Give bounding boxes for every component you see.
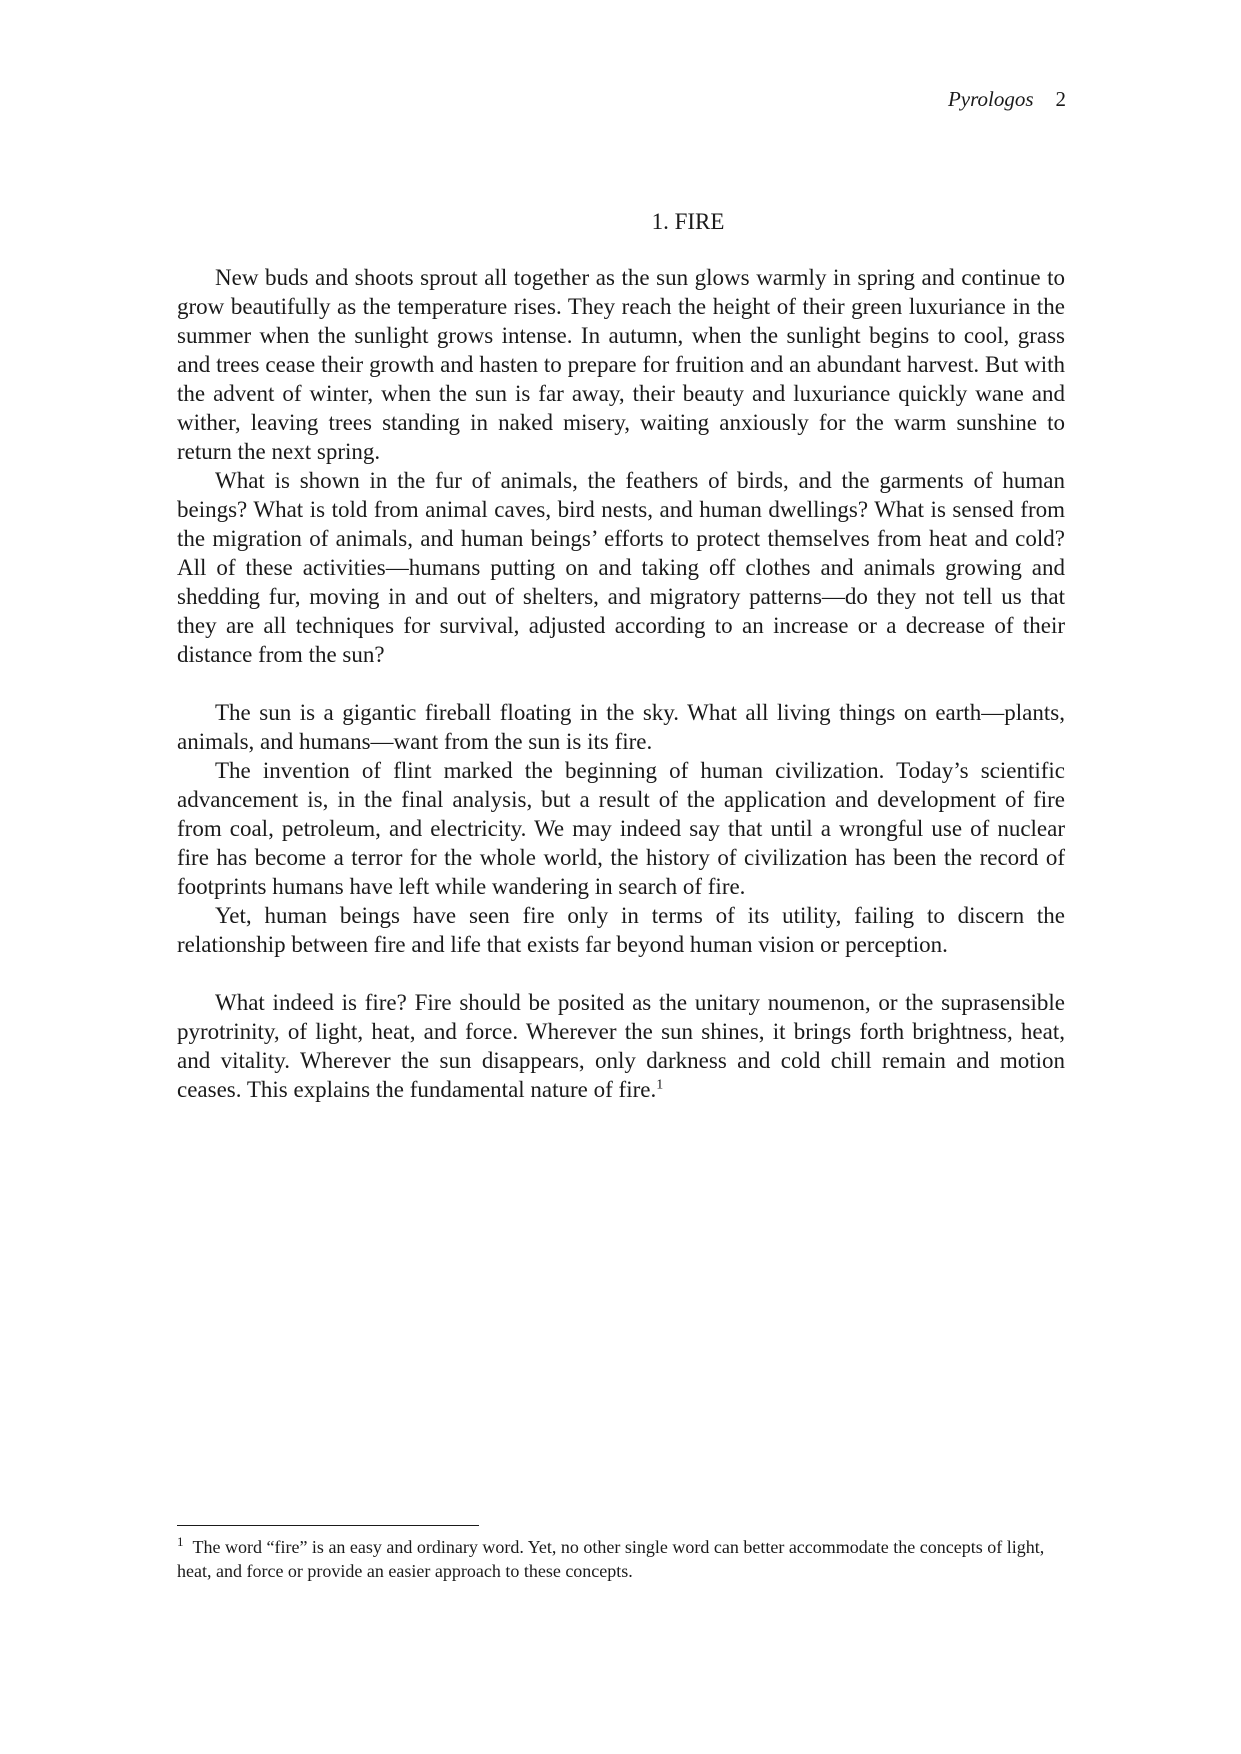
footnote-divider [177, 1525, 479, 1526]
chapter-heading [0, 208, 1241, 236]
paragraph-text: What indeed is fire? Fire should be posited as the unitary noumenon, or the suprasensible pyrotrinity, of light, heat, and force. Wherever the sun shines, it brings forth brightness, heat, and vitality. Wherever the sun disappears, only darkness and cold chill remain and motion ceases. This explains the fundamental nature of fire. [177, 990, 1065, 1102]
paragraph: Yet, human beings have seen fire only in terms of its utility, failing to discern the relationship between fire and life that exists far beyond human vision or perception. [177, 903, 1065, 957]
page-number: 2 [1055, 87, 1066, 111]
footnote-mark: 1 [177, 1534, 184, 1549]
footnote [177, 1535, 1065, 1583]
paragraph: The invention of flint marked the beginning of human civilization. Today’s scientific advancement is, in the final analysis, but a result of the application and development of fire from coal, petroleum, and electricity. We may indeed say that until a wrongful use of nuclear fire has become a terror for the whole world, the history of civilization has been the record of footprints humans have left while wandering in search of fire. [177, 758, 1065, 899]
running-title: Pyrologos [947, 87, 1034, 111]
paragraph [177, 988, 1065, 1104]
chapter-title: 1. FIRE [651, 209, 725, 234]
footnote-text: The word “fire” is an easy and ordinary word. Yet, no other single word can better accommodate the concepts of light, heat, and force or provide an easier approach to these concepts. [177, 1537, 1045, 1581]
body-text [177, 263, 1065, 1104]
paragraph: What is shown in the fur of animals, the feathers of birds, and the garments of human beings? What is told from animal caves, bird nests, and human dwellings? What is sensed from the migration of animals, and human beings’ efforts to protect themselves from heat and cold? All of these activities—humans putting on and taking off clothes and animals growing and shedding fur, moving in and out of shelters, and migratory patterns—do they not tell us that they are all techniques for survival, adjusted according to an increase or a decrease of their distance from the sun? [177, 468, 1065, 667]
footnote-reference[interactable]: 1 [656, 1077, 664, 1093]
paragraph: New buds and shoots sprout all together as the sun glows warmly in spring and continue to grow beautifully as the temperature rises. They reach the height of their green luxuriance in the summer when the sunlight grows intense. In autumn, when the sunlight begins to cool, grass and trees cease their growth and hasten to prepare for fruition and an abundant harvest. But with the advent of winter, when the sun is far away, their beauty and luxuriance quickly wane and wither, leaving trees standing in naked misery, waiting anxiously for the warm sunshine to return the next spring. [177, 265, 1065, 464]
running-header [948, 86, 1066, 112]
paragraph: The sun is a gigantic fireball floating in the sky. What all living things on earth—plants, animals, and humans—want from the sun is its fire. [177, 700, 1065, 754]
